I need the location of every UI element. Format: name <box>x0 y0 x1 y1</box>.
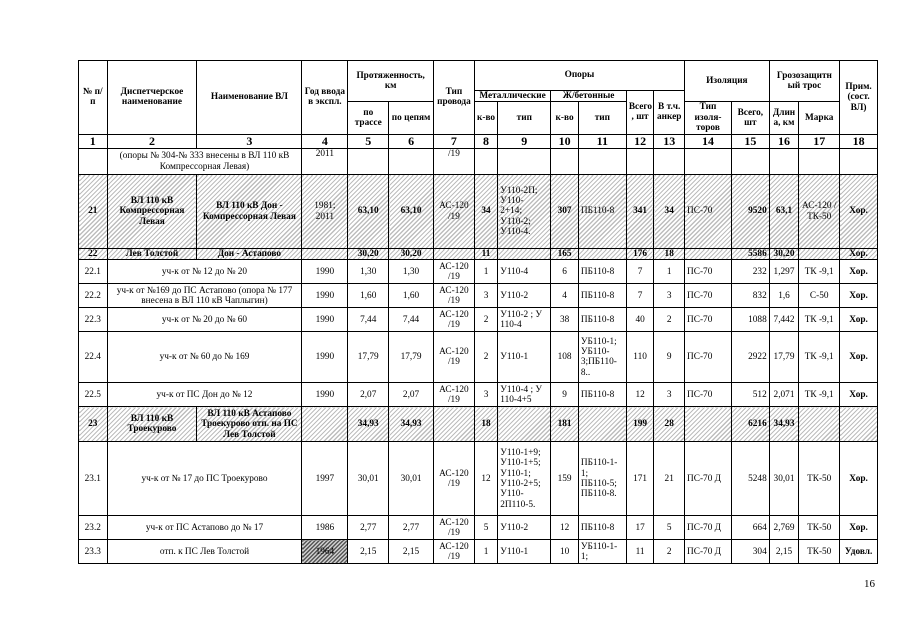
insulators-total: 664 <box>731 516 769 540</box>
wire-type: АС-120 /19 <box>434 284 475 308</box>
metal-support-type-line: У110-2П; <box>500 185 538 196</box>
header-metal: Металлические <box>474 91 551 102</box>
length-route: 30,20 <box>348 249 389 260</box>
anchor-supports: 34 <box>654 175 685 249</box>
wire-type: АС-120 /19 <box>434 308 475 332</box>
continuation-year: 2011 <box>302 149 348 175</box>
metal-support-type <box>498 260 551 284</box>
column-number: 3 <box>197 134 302 148</box>
metal-support-type <box>498 332 551 383</box>
length-circuits: 34,93 <box>389 407 434 442</box>
metal-support-count: 11 <box>474 249 497 260</box>
anchor-supports: 2 <box>654 308 685 332</box>
condition-note: Хор. <box>840 442 878 516</box>
section-name: уч-к от № 20 до № 60 <box>107 308 302 332</box>
header-metal-type: тип <box>498 102 551 134</box>
metal-support-type-line: У110-2 ; У <box>500 309 543 320</box>
wire-type: АС-120 /19 <box>434 383 475 407</box>
supports-total: 199 <box>626 407 654 442</box>
metal-support-count: 18 <box>474 407 497 442</box>
supports-total: 7 <box>626 260 654 284</box>
ground-wire-length: 7,442 <box>769 308 799 332</box>
row-number: 21 <box>79 175 108 249</box>
header-total-pcs: Всего , шт <box>626 91 654 135</box>
anchor-supports: 3 <box>654 284 685 308</box>
header-length: Протяженность, км <box>348 61 434 102</box>
line-name: ВЛ 110 кВ Дон - Компрессорная Левая <box>197 175 302 249</box>
table-row <box>79 249 878 260</box>
condition-note: Хор. <box>840 249 878 260</box>
section-name: уч-к от №169 до ПС Астапово (опора № 177 внесена в ВЛ 110 кВ Чаплыгин) <box>107 284 302 308</box>
supports-total: 40 <box>626 308 654 332</box>
header-anchor: В т.ч. анкер <box>654 91 685 135</box>
wire-type: АС-120 /19 <box>434 516 475 540</box>
header-wire-type: Тип провода <box>434 61 475 135</box>
ground-wire-brand: ТК -9,1 <box>799 383 840 407</box>
length-route: 17,79 <box>348 332 389 383</box>
continuation-text: (опоры № 304-№ 333 внесены в ВЛ 110 кВ Компрессорная Левая) <box>107 149 302 175</box>
line-name: Дон - Астапово <box>197 249 302 260</box>
insulators-total: 232 <box>731 260 769 284</box>
metal-support-type-line: У110- <box>500 489 524 500</box>
concrete-support-type <box>578 175 626 249</box>
condition-note: Хор. <box>840 284 878 308</box>
length-circuits: 7,44 <box>389 308 434 332</box>
metal-support-type <box>498 407 551 442</box>
concrete-support-type <box>578 540 626 564</box>
insulators-total: 832 <box>731 284 769 308</box>
page-number: 16 <box>864 578 875 590</box>
length-circuits: 63,10 <box>389 175 434 249</box>
metal-support-type-line: У110-4. <box>500 227 531 238</box>
concrete-support-count: 159 <box>551 442 579 516</box>
ground-wire-brand: ТК-50 <box>799 540 840 564</box>
condition-note <box>840 407 878 442</box>
metal-support-count: 2 <box>474 308 497 332</box>
supports-total: 12 <box>626 383 654 407</box>
anchor-supports: 9 <box>654 332 685 383</box>
metal-support-type-line: У110-2 <box>500 522 529 533</box>
commission-year <box>302 407 348 442</box>
ground-wire-brand: ТК -9,1 <box>799 308 840 332</box>
concrete-support-count: 4 <box>551 284 579 308</box>
concrete-support-type <box>578 516 626 540</box>
length-circuits: 2,77 <box>389 516 434 540</box>
row-number: 23.2 <box>79 516 108 540</box>
supports-total: 110 <box>626 332 654 383</box>
insulator-type <box>685 249 732 260</box>
commission-year <box>302 249 348 260</box>
concrete-support-type <box>578 332 626 383</box>
column-number: 12 <box>626 134 654 148</box>
wire-type: АС-120 /19 <box>434 540 475 564</box>
table-row <box>79 284 878 308</box>
metal-support-type <box>498 383 551 407</box>
concrete-support-count: 9 <box>551 383 579 407</box>
concrete-support-type-line: ПБ110-1- <box>580 458 618 469</box>
concrete-support-type-line: ПБ110-8 <box>580 266 615 277</box>
continuation-wire: /19 <box>434 149 475 175</box>
wire-type: АС-120 /19 <box>434 442 475 516</box>
length-circuits: 1,60 <box>389 284 434 308</box>
concrete-support-count: 12 <box>551 516 579 540</box>
concrete-support-type <box>578 308 626 332</box>
commission-year: 1997 <box>302 442 348 516</box>
concrete-support-type <box>578 249 626 260</box>
header-ground-wire: Грозозащитн ый трос <box>769 61 839 102</box>
length-circuits: 1,30 <box>389 260 434 284</box>
metal-support-type-line: У110-2+5; <box>500 478 541 489</box>
dispatch-name: ВЛ 110 кВ Компрессорная Левая <box>107 175 197 249</box>
insulators-total: 6216 <box>731 407 769 442</box>
concrete-support-type-line: ПБ110-8 <box>580 522 615 533</box>
row-number: 23.3 <box>79 540 108 564</box>
header-concrete-count: к-во <box>551 102 579 134</box>
concrete-support-type-line: ПБ110-8 <box>580 389 615 400</box>
length-circuits: 2,07 <box>389 383 434 407</box>
insulators-total: 1088 <box>731 308 769 332</box>
supports-total: 17 <box>626 516 654 540</box>
power-lines-table <box>78 60 878 564</box>
concrete-support-type-line: ПБ110-8 <box>580 314 615 325</box>
row-number: 22 <box>79 249 108 260</box>
concrete-support-count: 6 <box>551 260 579 284</box>
section-name: уч-к от ПС Дон до № 12 <box>107 383 302 407</box>
ground-wire-length: 34,93 <box>769 407 799 442</box>
header-line-name: Наименование ВЛ <box>197 61 302 135</box>
length-circuits: 30,20 <box>389 249 434 260</box>
section-name: уч-к от ПС Астапово до № 17 <box>107 516 302 540</box>
section-name: уч-к от № 17 до ПС Троекурово <box>107 442 302 516</box>
ground-wire-length: 2,769 <box>769 516 799 540</box>
wire-type: АС-120 /19 <box>434 260 475 284</box>
insulators-total: 304 <box>731 540 769 564</box>
table-row <box>79 442 878 516</box>
column-number: 11 <box>578 134 626 148</box>
metal-support-type-line: У110-4 <box>500 266 529 277</box>
supports-total: 341 <box>626 175 654 249</box>
insulator-type: ПС-70 <box>685 332 732 383</box>
concrete-support-count: 108 <box>551 332 579 383</box>
row-number: 22.5 <box>79 383 108 407</box>
length-route: 2,07 <box>348 383 389 407</box>
insulator-type: ПС-70 <box>685 308 732 332</box>
metal-support-type <box>498 175 551 249</box>
column-number: 18 <box>840 134 878 148</box>
metal-support-type-line: 110-4+5 <box>500 394 532 405</box>
table-row <box>79 540 878 564</box>
header-ground-length: Длин а, км <box>769 102 799 134</box>
concrete-support-type-line: 1; <box>580 551 589 562</box>
metal-support-type <box>498 516 551 540</box>
metal-support-count: 1 <box>474 260 497 284</box>
metal-support-type-line: У110- <box>500 195 524 206</box>
metal-support-type-line: 2П110-5. <box>500 499 536 510</box>
concrete-support-type-line: ПБ110-8 <box>580 206 615 217</box>
header-year: Год ввода в экспл. <box>302 61 348 135</box>
length-route: 63,10 <box>348 175 389 249</box>
concrete-support-type <box>578 383 626 407</box>
ground-wire-brand <box>799 407 840 442</box>
concrete-support-type-line: ПБ110-5; <box>580 478 617 489</box>
ground-wire-brand: ТК -9,1 <box>799 260 840 284</box>
section-name: уч-к от № 12 до № 20 <box>107 260 302 284</box>
column-number: 15 <box>731 134 769 148</box>
metal-support-count: 34 <box>474 175 497 249</box>
column-number: 13 <box>654 134 685 148</box>
supports-total: 176 <box>626 249 654 260</box>
concrete-support-type <box>578 442 626 516</box>
metal-support-type-line: У110-2 <box>500 290 529 301</box>
supports-total: 171 <box>626 442 654 516</box>
commission-year: 1964 <box>302 540 348 564</box>
header-dispatch-name: Диспетчерское наименование <box>107 61 197 135</box>
insulator-type: ПС-70 Д <box>685 442 732 516</box>
insulators-total: 5586 <box>731 249 769 260</box>
header-length-route: по трассе <box>348 102 389 134</box>
concrete-support-type <box>578 284 626 308</box>
metal-support-type-line: У110-4 ; У <box>500 384 543 395</box>
ground-wire-brand: АС-120 /ТК-50 <box>799 175 840 249</box>
concrete-support-count: 181 <box>551 407 579 442</box>
concrete-support-type-line: УБ110- <box>580 347 610 358</box>
column-number: 1 <box>79 134 108 148</box>
concrete-support-type-line: УБ110-1- <box>580 541 618 552</box>
insulator-type: ПС-70 <box>685 383 732 407</box>
column-number: 9 <box>498 134 551 148</box>
ground-wire-length: 1,6 <box>769 284 799 308</box>
insulators-total: 512 <box>731 383 769 407</box>
row-number: 23.1 <box>79 442 108 516</box>
header-metal-count: к-во <box>474 102 497 134</box>
wire-type: АС-120 /19 <box>434 175 475 249</box>
concrete-support-count: 38 <box>551 308 579 332</box>
header-concrete-type: тип <box>578 102 626 134</box>
header-concrete: Ж/бетонные <box>551 91 627 102</box>
section-name: уч-к от № 60 до № 169 <box>107 332 302 383</box>
length-route: 30,01 <box>348 442 389 516</box>
metal-support-count: 5 <box>474 516 497 540</box>
wire-type <box>434 407 475 442</box>
ground-wire-length: 1,297 <box>769 260 799 284</box>
header-length-circuits: по цепям <box>389 102 434 134</box>
column-number: 6 <box>389 134 434 148</box>
ground-wire-brand: ТК-50 <box>799 442 840 516</box>
anchor-supports: 5 <box>654 516 685 540</box>
table-row <box>79 175 878 249</box>
ground-wire-brand: ТК-50 <box>799 516 840 540</box>
table-row <box>79 260 878 284</box>
metal-support-type-line: У110-2; <box>500 216 531 227</box>
metal-support-type-line: У110-1+5; <box>500 458 541 469</box>
commission-year: 1990 <box>302 284 348 308</box>
ground-wire-length: 63,1 <box>769 175 799 249</box>
column-number: 14 <box>685 134 732 148</box>
commission-year: 1990 <box>302 383 348 407</box>
header-insulator-type: Тип изоляторов <box>685 102 732 134</box>
column-number-row <box>79 134 878 148</box>
ground-wire-brand <box>799 249 840 260</box>
insulators-total: 5248 <box>731 442 769 516</box>
concrete-support-type-line: 8.. <box>580 367 591 378</box>
insulator-type: ПС-70 Д <box>685 516 732 540</box>
anchor-supports: 3 <box>654 383 685 407</box>
metal-support-type-line: 110-4 <box>500 319 522 330</box>
concrete-support-type-line: 3;ПБ110- <box>580 357 617 368</box>
commission-year: 1981; 2011 <box>302 175 348 249</box>
commission-year: 1986 <box>302 516 348 540</box>
metal-support-type-line: У110-1 <box>500 352 529 363</box>
insulator-type: ПС-70 Д <box>685 540 732 564</box>
length-route: 7,44 <box>348 308 389 332</box>
length-route: 2,77 <box>348 516 389 540</box>
length-route: 34,93 <box>348 407 389 442</box>
table-row <box>79 516 878 540</box>
column-number: 17 <box>799 134 840 148</box>
metal-support-type-line: 2+14; <box>500 206 523 217</box>
concrete-support-type <box>578 260 626 284</box>
commission-year: 1990 <box>302 332 348 383</box>
dispatch-name: ВЛ 110 кВ Троекурово <box>107 407 197 442</box>
insulator-type: ПС-70 <box>685 260 732 284</box>
column-number: 10 <box>551 134 579 148</box>
supports-total: 11 <box>626 540 654 564</box>
ground-wire-length: 30,20 <box>769 249 799 260</box>
header-ground-brand: Марка <box>799 102 840 134</box>
metal-support-type-line: У110-1; <box>500 468 531 479</box>
row-number: 22.4 <box>79 332 108 383</box>
ground-wire-brand: ТК -9,1 <box>799 332 840 383</box>
commission-year: 1990 <box>302 308 348 332</box>
row-number: 22.3 <box>79 308 108 332</box>
table-row <box>79 308 878 332</box>
ground-wire-length: 30,01 <box>769 442 799 516</box>
condition-note: Удовл. <box>840 540 878 564</box>
ground-wire-length: 2,15 <box>769 540 799 564</box>
insulator-type <box>685 407 732 442</box>
metal-support-count: 1 <box>474 540 497 564</box>
length-circuits: 30,01 <box>389 442 434 516</box>
row-number: 23 <box>79 407 108 442</box>
metal-support-type <box>498 308 551 332</box>
header-no: № п/п <box>79 61 108 135</box>
insulator-type: ПС-70 <box>685 284 732 308</box>
line-name: ВЛ 110 кВ Астапово Троекурово отп. на ПС Лев Толстой <box>197 407 302 442</box>
section-name: отп. к ПС Лев Толстой <box>107 540 302 564</box>
concrete-support-type-line: ПБ110-8 <box>580 290 615 301</box>
header-insulation: Изоляция <box>685 61 770 102</box>
concrete-support-count: 307 <box>551 175 579 249</box>
table-row <box>79 332 878 383</box>
insulator-type: ПС-70 <box>685 175 732 249</box>
concrete-support-type-line: 1; <box>580 468 589 479</box>
length-route: 1,60 <box>348 284 389 308</box>
supports-total: 7 <box>626 284 654 308</box>
length-route: 1,30 <box>348 260 389 284</box>
row-number: 22.1 <box>79 260 108 284</box>
metal-support-count: 2 <box>474 332 497 383</box>
column-number: 5 <box>348 134 389 148</box>
condition-note: Хор. <box>840 308 878 332</box>
metal-support-type <box>498 540 551 564</box>
column-number: 4 <box>302 134 348 148</box>
commission-year: 1990 <box>302 260 348 284</box>
wire-type <box>434 249 475 260</box>
ground-wire-length: 17,79 <box>769 332 799 383</box>
table-row <box>79 407 878 442</box>
row-number: 22.2 <box>79 284 108 308</box>
concrete-support-type-line: УБ110-1; <box>580 336 617 347</box>
condition-note: Хор. <box>840 260 878 284</box>
condition-note: Хор. <box>840 383 878 407</box>
length-route: 2,15 <box>348 540 389 564</box>
metal-support-type-line: У110-1+9; <box>500 447 541 458</box>
table-row <box>79 383 878 407</box>
concrete-support-count: 10 <box>551 540 579 564</box>
condition-note: Хор. <box>840 175 878 249</box>
metal-support-type-line: У110-1 <box>500 546 529 557</box>
header-insulation-total: Всего, шт <box>731 102 769 134</box>
anchor-supports: 2 <box>654 540 685 564</box>
wire-type: АС-120 /19 <box>434 332 475 383</box>
ground-wire-brand: С-50 <box>799 284 840 308</box>
condition-note: Хор. <box>840 332 878 383</box>
length-circuits: 2,15 <box>389 540 434 564</box>
anchor-supports: 28 <box>654 407 685 442</box>
column-number: 7 <box>434 134 475 148</box>
metal-support-count: 3 <box>474 284 497 308</box>
ground-wire-length: 2,071 <box>769 383 799 407</box>
metal-support-type <box>498 249 551 260</box>
column-number: 16 <box>769 134 799 148</box>
column-number: 8 <box>474 134 497 148</box>
anchor-supports: 1 <box>654 260 685 284</box>
metal-support-count: 12 <box>474 442 497 516</box>
continuation-row <box>79 149 878 175</box>
insulators-total: 2922 <box>731 332 769 383</box>
dispatch-name: Лев Толстой <box>107 249 197 260</box>
length-circuits: 17,79 <box>389 332 434 383</box>
metal-support-type <box>498 442 551 516</box>
concrete-support-type <box>578 407 626 442</box>
concrete-support-count: 165 <box>551 249 579 260</box>
condition-note: Хор. <box>840 516 878 540</box>
concrete-support-type-line: ПБ110-8. <box>580 489 617 500</box>
column-number: 2 <box>107 134 197 148</box>
metal-support-count: 3 <box>474 383 497 407</box>
anchor-supports: 18 <box>654 249 685 260</box>
insulators-total: 9520 <box>731 175 769 249</box>
header-supports: Опоры <box>474 61 684 91</box>
metal-support-type <box>498 284 551 308</box>
anchor-supports: 21 <box>654 442 685 516</box>
header-note: Прим. (сост. ВЛ) <box>840 61 878 135</box>
